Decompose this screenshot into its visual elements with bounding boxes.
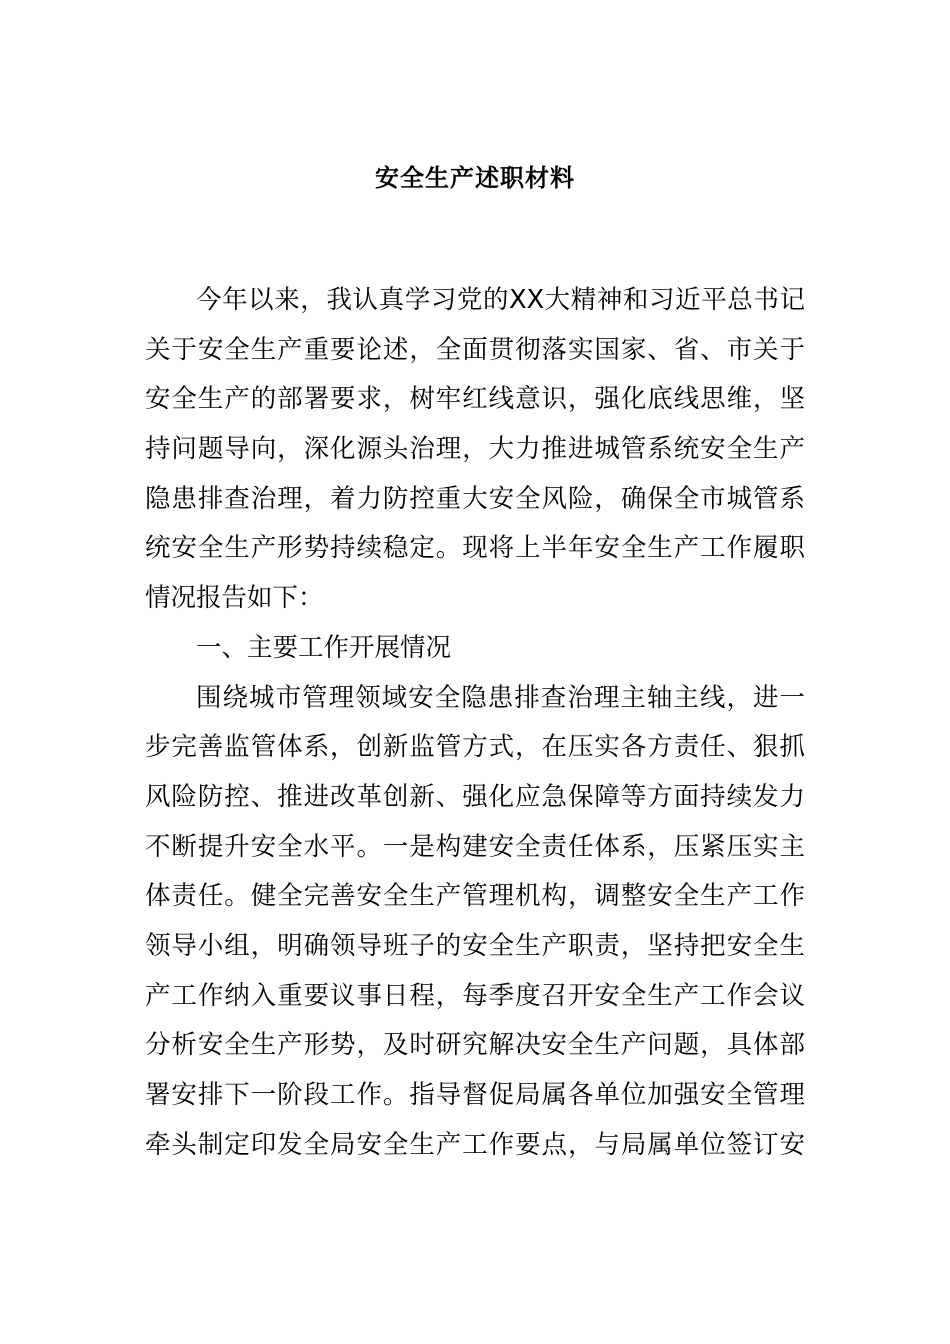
paragraph-work-line: 不断提升安全水平。一是构建安全责任体系，压紧压实主 [145, 831, 805, 862]
paragraph-intro-line: 持问题导向，深化源头治理，大力推进城管系统安全生产 [145, 434, 805, 465]
document-title: 安全生产述职材料 [375, 164, 575, 192]
section-heading: 一、主要工作开展情况 [196, 632, 452, 663]
paragraph-intro-line: 今年以来，我认真学习党的XX大精神和习近平总书记 [196, 285, 805, 315]
document-body [145, 276, 805, 1170]
paragraph-intro-line: 关于安全生产重要论述，全面贯彻落实国家、省、市关于 [145, 334, 805, 365]
paragraph-work-line: 步完善监管体系，创新监管方式，在压实各方责任、狠抓 [145, 732, 805, 763]
paragraph-intro-line: 情况报告如下： [145, 583, 324, 614]
paragraph-work-line: 围绕城市管理领域安全隐患排查治理主轴主线，进一 [196, 682, 805, 713]
paragraph-intro-line: 安全生产的部署要求，树牢红线意识，强化底线思维，坚 [145, 384, 805, 415]
paragraph-work-line: 领导小组，明确领导班子的安全生产职责，坚持把安全生 [145, 930, 805, 961]
paragraph-work-line: 分析安全生产形势，及时研究解决安全生产问题，具体部 [145, 1030, 805, 1061]
paragraph-work-line: 牵头制定印发全局安全生产工作要点，与局属单位签订安 [145, 1129, 805, 1160]
paragraph-intro-line: 统安全生产形势持续稳定。现将上半年安全生产工作履职 [145, 533, 805, 564]
paragraph-work-line: 风险防控、推进改革创新、强化应急保障等方面持续发力 [145, 781, 805, 812]
paragraph-work-line: 产工作纳入重要议事日程，每季度召开安全生产工作会议 [145, 980, 805, 1011]
paragraph-intro-line: 隐患排查治理，着力防控重大安全风险，确保全市城管系 [145, 483, 805, 514]
paragraph-work-line: 体责任。健全完善安全生产管理机构，调整安全生产工作 [145, 881, 805, 912]
paragraph-work-line: 署安排下一阶段工作。指导督促局属各单位加强安全管理 [145, 1080, 805, 1110]
